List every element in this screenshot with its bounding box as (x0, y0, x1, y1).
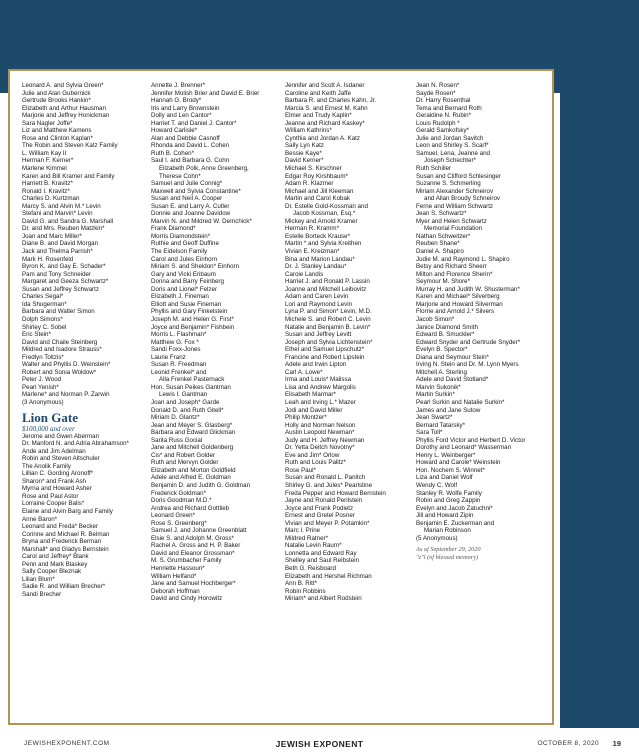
donor-entry: Philip Montzer* (285, 414, 327, 422)
donor-entry: Miriam D. Glantz* (151, 414, 200, 422)
donor-entry: Jane and Mitchell Goldenberg (151, 444, 234, 452)
donor-entry: Marcia S. and Ernest M. Kahn (285, 104, 368, 112)
donor-entry: Hon. Nochem S. Winnet* (416, 466, 485, 474)
donor-entry: Deborah Hoffman (151, 587, 200, 595)
donor-entry: Leonard and Freda* Becker (22, 523, 99, 531)
donor-entry: Memorial Foundation (424, 225, 483, 233)
donor-entry: The Anolik Family (22, 462, 71, 470)
donor-entry: Adele and David Stotland* (416, 376, 489, 384)
donor-entry: Wendy C. Wolf (416, 481, 458, 489)
donor-entry: Natalie Levin Raum* (285, 542, 342, 550)
donor-entry: Sayde Rosen* (416, 89, 456, 97)
donor-column-4 (416, 82, 550, 562)
donor-entry: Eric Stein* (22, 331, 51, 339)
donor-entry: Carol and Jules Einhorn (151, 255, 218, 263)
donor-entry: Edward B. Smuckler* (416, 331, 475, 339)
donor-entry: Evelyn B. Spector* (416, 346, 468, 354)
donor-entry: Saul I. and Barbara G. Cohn (151, 157, 230, 165)
donor-entry: Susan and Neil A. Cooper (151, 195, 223, 203)
donor-entry: Lyna P. and Simon* Levin, M.D. (285, 308, 372, 316)
donor-entry: Elizabeth and Arthur Hausman (22, 104, 106, 112)
donor-entry: Morris L. Flashman* (151, 331, 207, 339)
donor-entry: Francine and Robert Lipstein (285, 353, 365, 361)
donor-entry: Edgar Roy Kirshbaum* (285, 172, 348, 180)
donor-entry: Carole Landis (285, 270, 324, 278)
donor-entry: Lonnetta and Edward Ray (285, 549, 357, 557)
donor-entry: Bina and Marion Landau* (285, 255, 355, 263)
donor-entry: Carl A. Lowe* (285, 368, 323, 376)
donor-entry: Bessie Kaye* (285, 149, 322, 157)
donor-entry: Sarita Russ Gocial (151, 436, 203, 444)
donor-entry: Peter J. Wood (22, 376, 62, 384)
donor-list-card (8, 69, 554, 725)
donor-entry: Sandi Foxx-Jones (151, 346, 201, 354)
donor-entry: Carol and Jeffrey* Blank (22, 553, 89, 561)
donor-entry: Barbara and Walter Simon (22, 308, 95, 316)
donor-entry: Estelle Borteck Krause* (285, 232, 350, 240)
donor-column-3 (285, 82, 413, 603)
as-of-note: As of September 29, 2020 (416, 546, 481, 554)
donor-entry: Irma and Louis* Malissa (285, 376, 352, 384)
donor-entry: L. William Kay II (22, 149, 67, 157)
donor-entry: Herman F. Kerner* (22, 157, 74, 165)
donor-entry: Judie M. and Raymond L. Shapiro (416, 255, 510, 263)
donor-entry: Michael and Jill Kleeman (285, 187, 354, 195)
donor-entry: Ruth and Louis Palitz* (285, 459, 346, 467)
donor-entry: Elizabeth Polk, Anne Greenberg, (159, 165, 249, 173)
donor-entry: David and Chaile Steinberg (22, 338, 98, 346)
donor-entry: Marvin Sukonik* (416, 383, 461, 391)
donor-entry: Marc I. Prine (285, 527, 321, 535)
donor-entry: Harriet T. and Daniel J. Cantor* (151, 119, 237, 127)
donor-entry: Julie and Alan Gubernick (22, 89, 91, 97)
donor-entry: Miriam Alexander Schneirov (416, 187, 494, 195)
donor-entry: Robert and Sonia Woldow* (22, 368, 97, 376)
donor-entry: Matthew G. Fox * (151, 338, 199, 346)
donor-entry: Marjorie and Howard Silverman (416, 300, 503, 308)
donor-entry: Harriett B. Kravitz* (22, 180, 73, 188)
donor-entry: Lorraine Cooper Balis* (22, 500, 85, 508)
donor-entry: Donald D. and Ruth Gitell* (151, 406, 224, 414)
donor-entry: Leonid Frenkel* and (151, 368, 207, 376)
donor-entry: Samuel J. and Johanne Greenblatt (151, 527, 247, 535)
donor-entry: Martin * and Sylvia Kreithen (285, 240, 362, 248)
donor-entry: Natalie and Benjamin B. Levin* (285, 323, 371, 331)
donor-entry: Sandi Brecher (22, 591, 62, 598)
donor-entry: Samuel, Lena, Jeanne and (416, 149, 490, 157)
donor-entry: Daniel A. Shapiro (416, 248, 464, 256)
donor-entry: Martin and Carol Kobak (285, 195, 351, 203)
donor-entry: Jayne and Ronald Perilstein (285, 497, 363, 505)
donor-entry: Reuben Shane* (416, 240, 460, 248)
donor-entry: Beth G. Reisboard (285, 565, 336, 572)
donor-entry: Henriette Hassoun* (151, 565, 205, 572)
donor-entry: Anne Baron* (22, 515, 58, 523)
donor-entry: Louis Rudolph * (416, 119, 460, 127)
donor-entry: James and Jane Sutow (416, 406, 481, 414)
donor-entry: Elisabeth Marmar* (285, 391, 336, 399)
donor-entry: Therese Cohn* (159, 172, 201, 180)
donor-entry: Sadie R. and William Brecher* (22, 583, 106, 591)
donor-entry: Stanley R. Wolfe Family (416, 489, 482, 497)
donor-entry: Diana and Seymour Stein* (416, 353, 489, 361)
donor-entry: Ann B. Ritt* (285, 580, 317, 588)
donor-entry: Rose S. Greenberg* (151, 519, 207, 527)
donor-entry: Laurie Franz (151, 353, 186, 361)
donor-entry: Morris Diamondstein* (151, 232, 211, 240)
donor-entry: Ande and Jim Adelman (22, 447, 86, 455)
donor-entry: Jodi and David Miller (285, 406, 343, 414)
donor-entry: Freda Pepper and Howard Bernstein (285, 489, 386, 497)
donor-entry: Jacob Kossman, Esq.* (293, 210, 356, 218)
donor-entry: Lilian Blum* (22, 575, 55, 583)
donor-entry: Seymour M. Shore* (416, 278, 470, 286)
footer-publication: JEWISH EXPONENT (275, 739, 364, 749)
donor-entry: Gary and Vicki Eribaum (151, 270, 216, 278)
donor-column-2 (151, 82, 277, 603)
donor-entry: Janice Diamond Smith (416, 323, 478, 331)
donor-entry: Elliott and Susie Fineman (151, 300, 222, 308)
donor-entry: Elizabeth and Hershel Richman (285, 572, 372, 580)
donor-entry: Lewis I. Gantman (159, 391, 208, 399)
donor-entry: Mitchell A. Sterling (416, 368, 467, 376)
donor-entry: Howard and Carole* Weinstein (416, 459, 501, 467)
donor-entry: David G. and Sandra G. Marshall (22, 217, 114, 225)
donor-entry: Gertrude Brooks Hankin* (22, 97, 91, 105)
donor-entry: Ruth B. Cohen* (151, 149, 194, 157)
donor-entry: Doris Goodman M.D.* (151, 497, 212, 505)
donor-entry: Adam R. Klazmer (285, 180, 334, 188)
donor-entry: Sally Lyn Katz (285, 142, 324, 150)
donor-entry: Rachel A. Gross and H. P. Baker (151, 542, 241, 550)
donor-entry: Karen and Bill Kramer and Family (22, 172, 115, 180)
donor-entry: Margaret and Geeza Schwartz* (22, 278, 109, 286)
donor-entry: Elmer and Trudy Kaplin* (285, 112, 352, 120)
donor-entry: Shirley C. Sobel (22, 323, 67, 331)
donor-entry: Myrna and Howard Asher (22, 485, 92, 493)
donor-entry: Marlene* and Norman P. Zarwin (22, 391, 110, 399)
donor-entry: Rose and Clinton Kaplan* (22, 134, 93, 142)
donor-entry: Suzanne S. Schmerling (416, 180, 481, 188)
donor-entry: Robin and Steven Altschuler (22, 455, 100, 463)
donor-entry: Robin Robbins (285, 587, 326, 595)
blessed-memory-note: "z"l (of blessed memory) (416, 554, 479, 562)
donor-entry: Hon. Susan Peikes Gantman (151, 383, 231, 391)
donor-entry: Milton and Florence Sherin* (416, 270, 493, 278)
page-footer (0, 738, 639, 752)
donor-entry: Byron K. and Gay E. Schader* (22, 263, 106, 271)
donor-entry: Pearl Surkin and Natalie Surkin* (416, 398, 505, 406)
donor-entry: Hannah G. Brody* (151, 97, 202, 105)
donor-entry: Mark H. Rosenfeld (22, 255, 74, 263)
donor-entry: Lori and Raymond Levin (285, 300, 353, 308)
donor-list-e (416, 82, 550, 542)
donor-entry: Liza and Daniel Wolf (416, 474, 473, 482)
donor-entry: Gerald Samkofsky* (416, 127, 469, 135)
donor-entry: Jean Swartz* (416, 414, 453, 422)
donor-entry: Joseph M. and Helen G. First* (151, 315, 234, 323)
donor-entry: Elizabeth and Morton Goldfield (151, 466, 236, 474)
footer-website: JEWISHEXPONENT.COM (24, 740, 110, 747)
donor-entry: Betsy and Richard Sheerr (416, 263, 487, 271)
donor-entry: Jennifer Molish Brier and David E. Brier (151, 89, 260, 97)
donor-entry: Elizabeth J. Fineman (151, 293, 209, 301)
lion-gate-amount: $100,000 and over (22, 424, 75, 433)
donor-entry: Sara Nagler Joffe* (22, 119, 73, 127)
donor-entry: David Kerner* (285, 157, 324, 165)
donor-entry: Miriam S. and Sheldon* Einhorn (151, 263, 240, 271)
donor-entry: Maxwell and Sylvia Constantine* (151, 187, 241, 195)
donor-entry: Corinne and Michael R. Belman (22, 530, 110, 538)
donor-entry: Susan R. Freedman (151, 361, 207, 369)
donor-entry: Joyce and Frank Podietz (285, 504, 354, 512)
donor-entry: Leonard A. and Sylvia Green* (22, 82, 104, 89)
donor-entry: Miriam* and Albert Rodstein (285, 595, 362, 603)
donor-entry: Donnie and Joanne Davidow (151, 210, 231, 218)
donor-entry: Sally Cooper Bleznak (22, 568, 82, 576)
donor-entry: Marcy S. and Alvin M.* Levin (22, 202, 101, 210)
donor-entry: Adam and Caren Levin (285, 293, 349, 301)
donor-entry: Susan and Clifford Schlesinger (416, 172, 501, 180)
donor-entry: Joseph and Sylvia Lichtenstein* (285, 338, 373, 346)
donor-entry: Ronald I. Kravitz* (22, 187, 70, 195)
donor-entry: Dr. Manford N. and Adria Abrahamson* (22, 440, 129, 448)
donor-entry: Florrie and Arnold J.* Silvers (416, 308, 495, 316)
donor-entry: Susan and Jeffrey Levitt (285, 331, 352, 339)
donor-entry: Cynthia and Jordan A. Katz (285, 134, 360, 142)
donor-entry: Rose and Paul Astor (22, 492, 79, 500)
donor-entry: Jacob Simon* (416, 315, 455, 323)
donor-entry: Marian Robinson (424, 527, 471, 535)
donor-entry: Myer and Helen Schwartz (416, 217, 487, 225)
footer-date: OCTOBER 8, 2020 (537, 740, 599, 747)
donor-entry: Murray H. and Judith W. Shusterman* (416, 285, 520, 293)
donor-entry: Lisa and Andrew Margolis (285, 383, 356, 391)
donor-entry: Ferne and William Schwartz (416, 202, 494, 210)
donor-entry: Leon and Shirley S. Scarf* (416, 142, 489, 150)
donor-entry: Dolly and Len Cantor* (151, 112, 212, 120)
donor-entry: Joan and Joseph* Garde (151, 398, 220, 406)
donor-entry: Jill and Howard Zipin (416, 512, 474, 520)
donor-entry: Bryna and Frederick Berman (22, 538, 102, 546)
donor-list-c (151, 82, 277, 603)
donor-entry: Karen and Michael* Silverberg (416, 293, 500, 301)
donor-entry: Marshall* and Gladys Bernstein (22, 545, 109, 553)
donor-entry: Mickey and Arnold Kramer (285, 217, 358, 225)
donor-entry: Joan and Marc Miller* (22, 232, 82, 240)
donor-entry: Jack and Thelma Parrish* (22, 248, 93, 256)
donor-entry: (3 Anonymous) (22, 398, 64, 406)
donor-entry: Ruthie and Geoff Duffine (151, 240, 219, 248)
donor-entry: M. S. Grumbacher Family (151, 557, 222, 565)
donor-entry: Edward Snyder and Gertrude Snyder* (416, 338, 521, 346)
donor-entry: Susan and Jeffrey Schwartz (22, 285, 99, 293)
donor-entry: Phyllis and Gary Finkelstein (151, 308, 228, 316)
donor-entry: (5 Anonymous) (416, 534, 458, 542)
donor-list-d (285, 82, 413, 603)
donor-entry: Michael S. Kirschner (285, 165, 342, 173)
donor-entry: Adele and Irwin Lipton (285, 361, 347, 369)
donor-entry: Leonard Green* (151, 512, 196, 520)
donor-entry: Samuel and Julie Connig* (151, 180, 223, 188)
donor-entry: Jerome and Gwen Aberman (22, 432, 100, 440)
donor-entry: Bernard Tatarsky* (416, 421, 466, 429)
donor-entry: Marvin N. and Mildred W. Demchick* (151, 217, 252, 225)
donor-entry: The Robin and Steven Katz Family (22, 142, 118, 150)
donor-entry: Evelyn and Jacob Zatuchni* (416, 504, 493, 512)
donor-entry: Dr. Estelle Gold-Kossman and (285, 202, 368, 210)
donor-entry: Pearl Yenish* (22, 383, 59, 391)
donor-entry: Shelley and Saul Reibstein (285, 557, 359, 565)
donor-entry: Adele and Alfred E. Goldman (151, 474, 231, 482)
donor-entry: Shirley G. and Jules* Pearlstine (285, 481, 373, 489)
donor-entry: Doris and Lionel* Felzer (151, 285, 218, 293)
donor-entry: Marjorie and Jeffrey Honickman (22, 112, 110, 120)
donor-entry: Penn and Mark Blaskey (22, 560, 88, 568)
donor-entry: Joseph Schechter* (424, 157, 476, 165)
donor-entry: Diane B. and David Morgan (22, 240, 99, 248)
donor-entry: Holly and Norman Nelson (285, 421, 356, 429)
donor-entry: Pam and Tony Schneider (22, 270, 92, 278)
donor-entry: Frederick Goldman* (151, 489, 207, 497)
donor-entry: Ernest and Gretel Posner (285, 512, 355, 520)
donor-entry: Dr. J. Stanley Landau* (285, 263, 347, 271)
donor-entry: David and Eleanor Grossman* (151, 549, 235, 557)
page-number: 19 (612, 739, 621, 748)
donor-entry: Alan and Debbie Casnoff (151, 134, 220, 142)
donor-entry: Susan E. and Larry A. Cutler (151, 202, 230, 210)
donor-entry: Austin Leopold Newman* (285, 429, 355, 437)
donor-entry: William Kathrins* (285, 127, 332, 135)
donor-entry: Donna and Barry Feinberg (151, 278, 224, 286)
donor-entry: Eve and Jim* Orlow (285, 451, 340, 459)
donor-entry: Mildred and Isadore Strauss* (22, 346, 102, 354)
donor-entry: Howard Carlisle* (151, 127, 198, 135)
donor-entry: Jean N. Rosen* (416, 82, 460, 89)
donor-entry: Vivian and Meyer P. Potamkin* (285, 519, 370, 527)
donor-entry: Fredlyn Toltzis* (22, 353, 64, 361)
donor-entry: Rhonda and David L. Cohen (151, 142, 230, 150)
donor-entry: and Allan Broudy Schneirov (424, 195, 501, 203)
donor-entry: Jean S. Schwartz* (416, 210, 467, 218)
donor-entry: Ruth Schiller (416, 165, 452, 173)
donor-entry: Jennifer and Scott A. Isdaner (285, 82, 365, 89)
donor-entry: Frank Diamond* (151, 225, 196, 233)
donor-entry: Harriet J. and Ronald P. Lassin (285, 278, 370, 286)
donor-entry: Martin Surkin* (416, 391, 455, 399)
donor-entry: The Eidelson Family (151, 248, 208, 256)
donor-entry: Sara Toll* (416, 429, 443, 437)
donor-entry: Robin and Greg Zappin (416, 497, 481, 505)
donor-entry: Jean and Meyer S. Glasberg* (151, 421, 233, 429)
donor-entry: Rose Paul* (285, 466, 316, 474)
donor-entry: Cis* and Robert Golder (151, 451, 215, 459)
donor-entry: Susan and Ronald L. Panitch (285, 474, 366, 482)
donor-entry: Benjamin D. and Judith G. Goldman (151, 481, 251, 489)
donor-entry: Benjamin E. Zuckerman and (416, 519, 495, 527)
donor-entry: Geraldine N. Rubin* (416, 112, 472, 120)
donor-entry: Dr. Yetta Deitch Novotny* (285, 444, 355, 452)
donor-entry: Liz and Matthew Kamens (22, 127, 92, 135)
donor-entry: Dorothy and Leonard* Wasserman (416, 444, 512, 452)
side-band (560, 93, 639, 728)
donor-entry: Dr. and Mrs. Reuben Matzkin* (22, 225, 105, 233)
donor-entry: Judy and H. Jeffrey Newman (285, 436, 365, 444)
donor-entry: Alla Frenkel Pasternack (159, 376, 225, 384)
donor-entry: Henry L. Weinberger* (416, 451, 476, 459)
donor-entry: Caroline and Keith Jaffe (285, 89, 351, 97)
donor-entry: Phyllis Ford Victor and Herbert D. Victor (416, 436, 526, 444)
donor-entry: Marlene Kimmel (22, 165, 67, 173)
donor-entry: Ruth and Mervyn Golder (151, 459, 219, 467)
donor-entry: Andrea and Richard Gottlieb (151, 504, 230, 512)
donor-entry: Irving N. Stein and Dr. M. Lynn Myers (416, 361, 519, 369)
donor-entry: Annette J. Brenner* (151, 82, 206, 89)
donor-entry: Iris and Larry Brownstein (151, 104, 220, 112)
donor-entry: Nathan Schweitzer* (416, 232, 471, 240)
donor-entry: Ethel and Samuel Lipschutz* (285, 346, 365, 354)
donor-entry: Ida Shugerman* (22, 300, 67, 308)
donor-entry: Mildred Ratner* (285, 534, 328, 542)
donor-entry: Jeanne and Richard Kaskey* (285, 119, 365, 127)
donor-entry: Sharon* and Frank Ash (22, 477, 86, 485)
donor-entry: Joyce and Benjamin* Fishbein (151, 323, 235, 331)
lion-gate-heading: Lion Gate (22, 409, 78, 425)
donor-entry: Leah and Irving L.* Mazer (285, 398, 356, 406)
donor-list-a (22, 82, 140, 407)
donor-entry: Joanne and Mitchell Leibovitz (285, 285, 367, 293)
donor-entry: Julie and Jordan Savitch (416, 134, 484, 142)
donor-entry: Vivian E. Kreizman* (285, 248, 340, 256)
donor-entry: Dolph Simons* (22, 315, 63, 323)
donor-entry: Barbara and Edward Glickman (151, 429, 236, 437)
donor-entry: Michele S. and Robert C. Levin (285, 315, 371, 323)
donor-entry: Elsie S. and Adolph M. Gross* (151, 534, 234, 542)
donor-entry: William Helfand* (151, 572, 197, 580)
donor-entry: Lillian C. Gording Aronoff* (22, 470, 94, 478)
donor-entry: Walter and Phyllis D. Weinstein* (22, 361, 111, 369)
donor-entry: Herman R. Kramm* (285, 225, 339, 233)
donor-list-b (22, 433, 140, 599)
donor-entry: Stefani and Marvin* Levin (22, 210, 93, 218)
donor-entry: Charles Segal* (22, 293, 64, 301)
donor-entry: Elaine and Alvin Barg and Family (22, 507, 113, 515)
donor-entry: Charles D. Kurtzman (22, 195, 80, 203)
donor-entry: Dr. Harry Rosenthal (416, 97, 471, 105)
donor-entry: Barbara R. and Charles Kahn, Jr. (285, 97, 377, 105)
donor-entry: Jane and Samuel Hochberger* (151, 580, 236, 588)
donor-column-1 (22, 82, 140, 599)
donor-entry: David and Cindy Horowitz (151, 595, 223, 603)
donor-entry: Tema and Bernard Roth (416, 104, 482, 112)
